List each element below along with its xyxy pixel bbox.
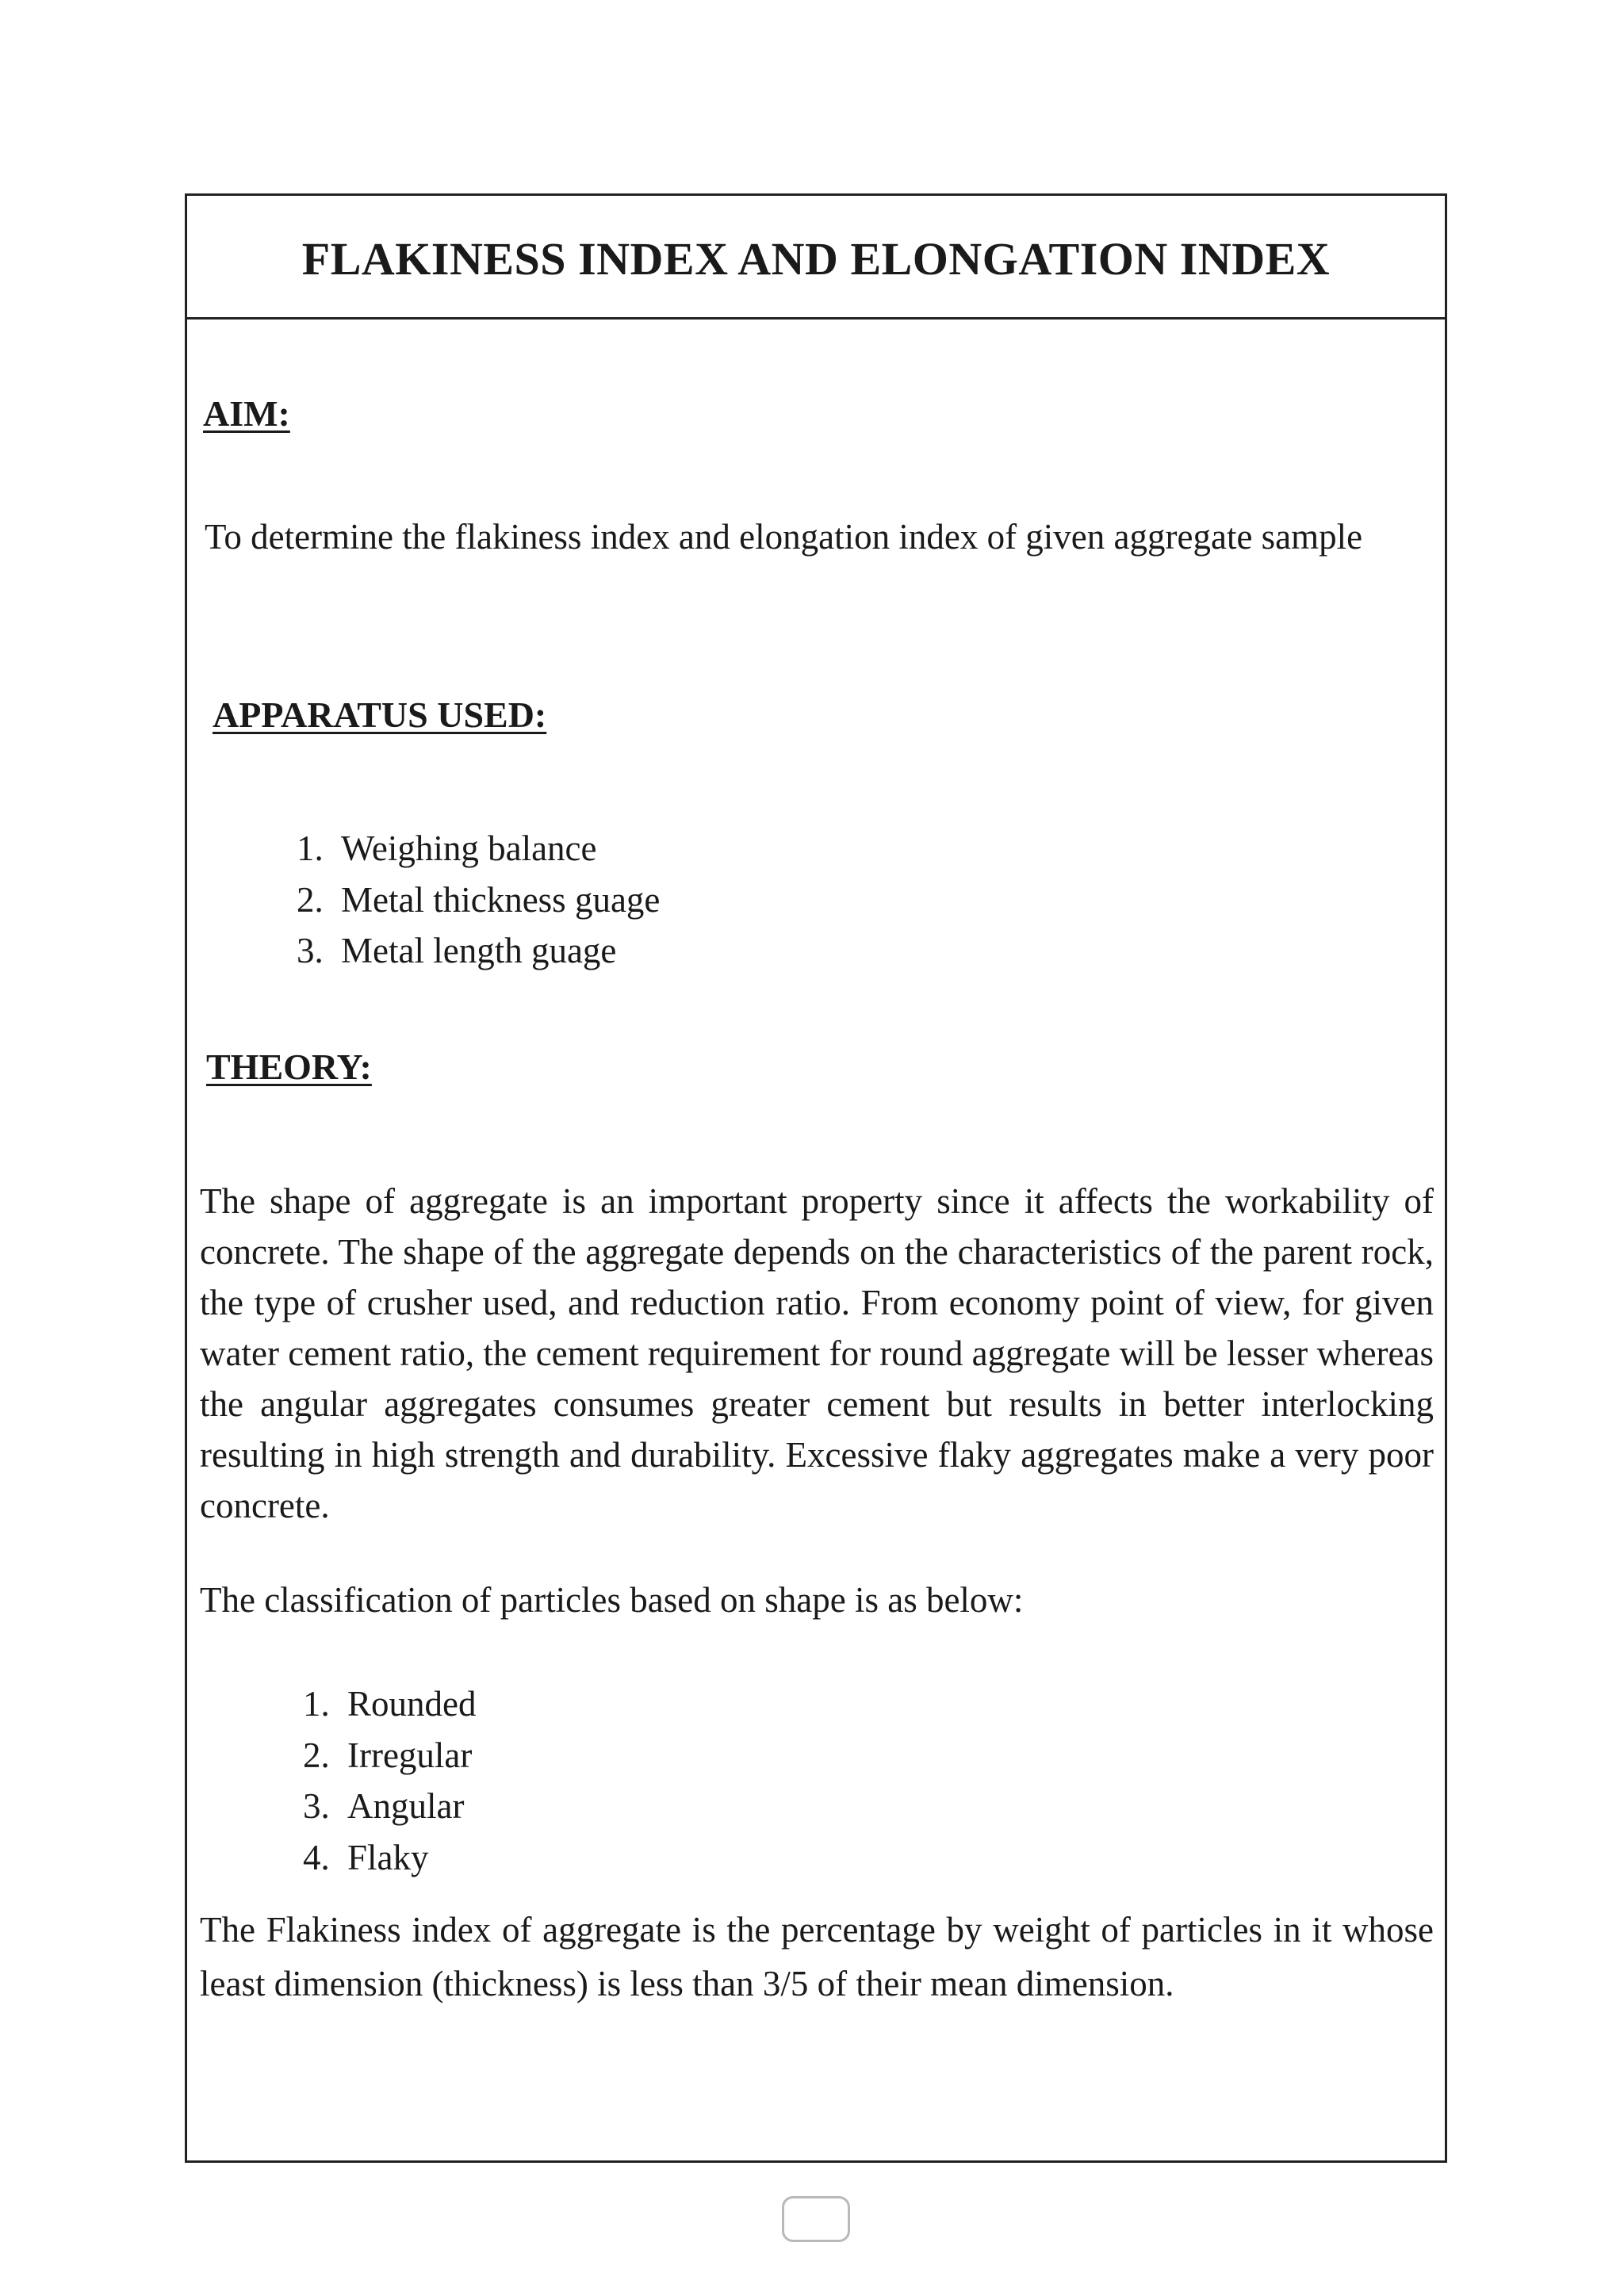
list-item-label: Flaky: [347, 1837, 429, 1877]
list-item: [303, 1730, 477, 1781]
list-item-number: 3.: [297, 931, 324, 970]
theory-heading: THEORY:: [206, 1047, 372, 1087]
theory-paragraph: The shape of aggregate is an important property since it affects the workability of concrete. The shape of the aggregate depends on the characteristics of the parent rock, the type of crusher used, and reduction ratio. From economy point of view, for given water cement ratio, the cement requirement for round aggregate will be lesser whereas the angular aggregates consumes greater cement but results in better interlocking resulting in high strength and durability. Excessive flaky aggregates make a very poor concrete.: [200, 1181, 1434, 1525]
list-item-label: Metal thickness guage: [341, 879, 661, 920]
list-item-number: 1.: [303, 1684, 330, 1724]
list-item: [303, 1832, 477, 1884]
apparatus-list: [297, 823, 660, 977]
list-item-label: Angular: [347, 1786, 465, 1826]
shape-list: [303, 1678, 477, 1883]
title-bar: [187, 196, 1445, 320]
list-item-number: 3.: [303, 1786, 330, 1826]
page-title: FLAKINESS INDEX AND ELONGATION INDEX: [301, 233, 1331, 285]
list-item-label: Rounded: [347, 1684, 477, 1724]
document-frame: [185, 193, 1447, 2163]
classification-intro: The classification of particles based on shape is as below:: [200, 1580, 1024, 1620]
list-item: [303, 1781, 477, 1832]
list-item: [297, 823, 660, 874]
list-item: [303, 1678, 477, 1730]
apparatus-heading: APPARATUS USED:: [213, 695, 547, 735]
aim-heading: AIM:: [203, 393, 290, 434]
list-item-number: 4.: [303, 1837, 330, 1877]
list-item-number: 1.: [297, 828, 324, 868]
page-indicator: [782, 2196, 850, 2242]
list-item: [297, 874, 660, 926]
list-item-label: Irregular: [347, 1735, 473, 1775]
list-item-number: 2.: [297, 879, 324, 920]
flakiness-definition: The Flakiness index of aggregate is the percentage by weight of particles in it whose least dimension (thickness) is less than 3/5 of their mean dimension.: [200, 1910, 1434, 2003]
list-item-label: Metal length guage: [341, 931, 617, 970]
list-item-label: Weighing balance: [341, 828, 597, 868]
aim-text: To determine the flakiness index and elongation index of given aggregate sample: [205, 517, 1363, 557]
list-item-number: 2.: [303, 1735, 330, 1775]
list-item: [297, 925, 660, 977]
